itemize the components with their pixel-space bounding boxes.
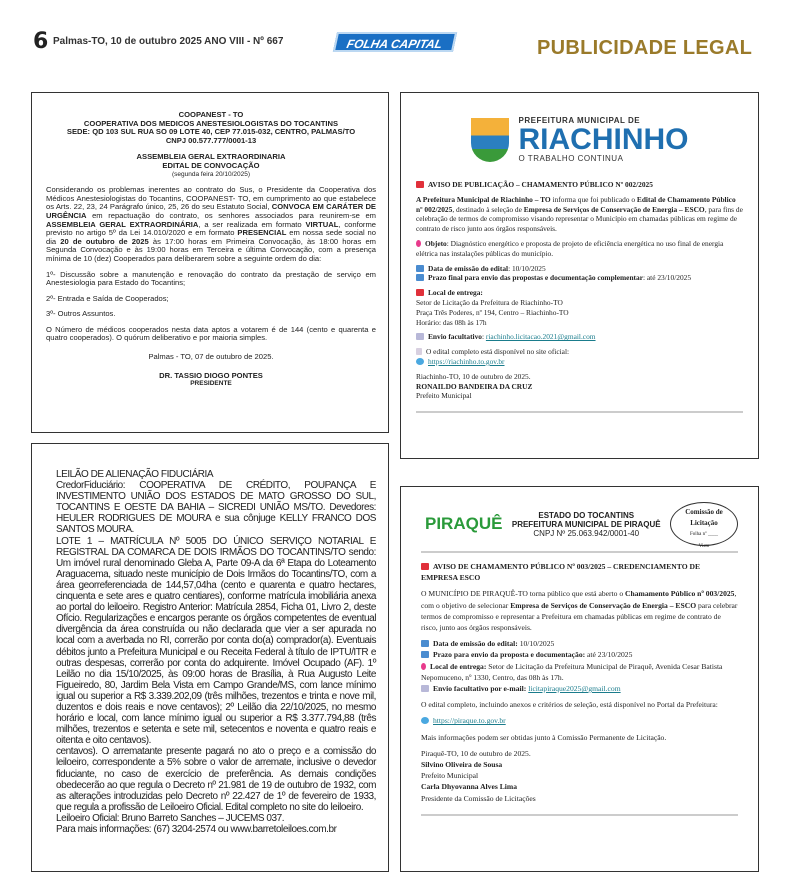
org-address: SEDE: QD 103 SUL RUA SO 09 LOTE 40, CEP 77.015-032, CENTRO, PALMAS/TO [66,127,356,137]
signer-name: RONAILDO BANDEIRA DA CRUZ [416,381,533,391]
bold-text: 20 de outubro de 2025 [60,236,149,246]
divider [421,814,738,816]
agenda-item: 3º- Outros Assuntos. [46,309,116,319]
more-info: Mais informações podem ser obtidas junto à Comissão Permanente de Licitação. [421,732,667,742]
calendar-icon [421,651,429,658]
bold-text: Empresa de Serviços de Conservação de Energia – ESCO [523,204,705,214]
place-date: Palmas - TO, 07 de outubro de 2025. [148,352,274,362]
stamp-visto: Visto [698,543,710,549]
text: em nossa sede social no dia [46,228,376,246]
text: em repactuação do contrato, os senhores associados para reunirem-se em [86,210,376,220]
crest-icon [471,118,509,162]
portal-text: O edital completo, incluindo anexos e critérios de seleção, está disponível no Portal da Prefeitura: [421,700,718,710]
text: informa que foi publicado o [550,194,637,204]
bold-text: Prazo final para envio das propostas e documentação complementar [428,273,643,283]
document-icon [416,348,422,355]
data-emissao [428,264,546,273]
globe-icon [416,358,424,365]
text: 10/10/2025 [517,639,555,649]
text: Setor de Licitação da Prefeitura Municipal de Piraquê, Avenida Cesar Batista Nepomuceno, nº 1330, Centro, das 08h às 17h. [421,661,723,682]
signer-role: Prefeito Municipal [416,391,472,401]
text: : 10/10/2025 [508,263,546,273]
logo-name: RIACHINHO [518,123,689,156]
calendar-icon [421,640,429,647]
divider [416,411,743,413]
text: , com o objetivo de selecionar [421,589,737,610]
bold-text: Local de entrega: [430,661,487,671]
local-line: Setor de Licitação da Prefeitura de Riachinho-TO [416,297,563,307]
bold-text: Data de emissão do edital [428,263,509,273]
text: : até 23/10/2025 [643,273,692,283]
text: , conforme previsto no artigo 5º da Lei 14.010/2020 e em formato [46,219,377,238]
piraque-header [421,499,738,549]
notice-title: AVISO DE CHAMAMENTO PÚBLICO Nº 003/2025 – CREDENCIAMENTO DE EMPRESA ESCO [421,562,701,583]
quorum-text: O Número de médicos cooperados nesta data aptos a votarem é de 144 (cento e quarenta e quatro cooperados). O quórum deliberativo e por maioria simples. [46,324,376,343]
text: Considerando os problemas inerentes ao contrato do Sus, o Presidente da Cooperativa dos Médicos Anestesiologistas do Tocantins, COOPANEST- TO, em cumprimento ao que estabelece os Arts. 22, 23, 24 Parágrafo único, 25, 26 do seu Estatuto Social, [46,185,376,212]
bold-text: ASSEMBLEIA GERAL EXTRAORDINÁRIA [46,219,199,229]
section-title: PUBLICIDADE LEGAL [537,37,753,59]
pushpin-icon [416,289,424,296]
text: , a ser realizada em formato [198,219,306,229]
text: : Diagnóstico energético e proposta de projeto de eficiência energética no uso final de energia elétrica nas instalações públicas do município. [416,238,724,258]
coopanest-notice [31,92,389,433]
text: , para fins de celebração de termos de compromisso visando representar o Município em chamadas públicas em regime de contrato de risco junto aos órgãos responsáveis. [416,204,743,234]
notice-intro [416,195,743,234]
calendar-icon [416,274,424,281]
place-date: Riachinho-TO, 10 de outubro de 2025. [416,371,531,381]
org-fullname: COOPERATIVA DOS MEDICOS ANESTESIOLOGISTAS DO TOCANTINS [83,118,339,128]
text: até 23/10/2025 [585,650,633,660]
notice-title: AVISO DE PUBLICAÇÃO – CHAMAMENTO PÚBLICO Nº 002/2025 [428,180,653,189]
cnpj: CNPJ Nº 25.063.942/0001-40 [533,528,640,538]
signer-name: Carla Dhyovanna Alves Lima [421,782,517,792]
megaphone-icon [421,563,429,570]
logo-top: PREFEITURA MUNICIPAL DE [518,116,641,126]
text: para celebrar termos de compromisso e representar a Prefeitura em chamadas públicas em regime de contrato de risco, junto aos órgãos responsáveis. [421,600,738,633]
calendar-icon [416,265,424,272]
riachinho-logo [416,105,743,175]
commission-stamp [670,502,738,549]
auctioneer: Leiloeiro Oficial: Bruno Barreto Sanches – JUCEMS 037. [56,812,285,824]
local-entrega [421,662,722,682]
signer-role: PRESIDENTE [190,380,232,388]
place-date: Piraquê-TO, 10 de outubro de 2025. [421,748,531,758]
prazo [428,273,691,282]
notice-date: (segunda feira 20/10/2025) [171,170,251,178]
pin-icon [416,240,421,247]
edition-info: Palmas-TO, 10 de outubro 2025 ANO VIII - Nº 667 [53,36,284,47]
data-emissao [433,639,554,648]
org-name: COOPANEST - TO [178,110,244,119]
bold-text: Edital de Chamamento Público nº 002/2025 [416,194,736,214]
agenda-item: 1º- Discussão sobre a manutenção e renovação do contrato da prestação de serviço em Anestesiologia para Estado do Tocantins; [46,269,376,288]
notice-body [46,186,376,263]
envelope-icon [416,333,424,340]
leilao-notice [31,443,389,872]
riachinho-notice: PREFEITURA MUNICIPAL DE RIACHINHO O TRABALHO CONTINUA AVISO DE PUBLICAÇÃO – CHAMAMENTO PÚBLICO Nº 002/2025 A Prefeitura Municipal de Riachinho – TO informa que foi publicado o Edital de Chamamento Público nº 002/2025, destinado à seleção de Empresa de Serviços de Conservação de Energia – ESCO, para fins de celebração de termos de compromisso visando representar o Município em chamadas públicas em regime de contrato de risco junto aos órgãos responsáveis. Objeto: Diagnóstico energético e proposta de projeto de eficiência energética no uso final de energia elétrica nas instalações públicas do município. Data de emissão do edital: 10/10/2025 Prazo final para envio das propostas e documentação complementar: até 23/10/2025 Local de entrega: Setor de Licitação da Prefeitura de Riachinho-TO Praça Três Poderes, nº 194, Centro – Riachinho-TO Horário: das 08h às 17h Envio facultativo: riachinho.licitacao.2021@gmail.com O edital completo está disponível no site oficial: https://riachinho.to.gov.br Riachinho-TO, 10 de outubro de 2025. RONAILDO BANDEIRA DA CRUZ Prefeito Municipal [400,92,759,459]
signer-name: DR. TASSIO DIOGO PONTES [159,370,263,380]
bold-text: A Prefeitura Municipal de Riachinho – TO [416,194,551,204]
bold-text: Prazo para envio da proposta e documentação: [433,650,586,660]
stamp-folha: Folha nº ____ [690,532,718,538]
text: O MUNICÍPIO DE PIRAQUÊ-TO torna público que está aberto o [421,589,626,599]
notice-intro [421,588,738,633]
site-text: O edital completo está disponível no site oficial: [426,347,570,357]
page-number: 6 [33,29,49,54]
prazo [433,650,632,659]
piraque-notice [400,486,759,872]
globe-icon [421,717,429,724]
signer-role: Presidente da Comissão de Licitações [421,793,536,803]
megaphone-icon [416,181,424,188]
envio-label: Envio facultativo [428,332,482,342]
notice-paragraph: centavos). O arrematante presente pagará no ato o preço e a comissão do leiloeiro, correspondente a 5% sobre o valor de arremate, inclusive o devedor fiduciante, no caso de exercício de preferência. As demais condições obedecerão ao que regula o Decreto nº 21.981 de 19 de outubro de 1932, com as alterações introduzidas pelo Decreto nº 22.427 de 1º de fevereiro de 1933, que regula a profissão de Leiloeiro Oficial. Edital completo no site do leiloeiro. [56,746,376,813]
envelope-icon [421,685,429,692]
envio-label: Envio facultativo por e-mail: [433,684,527,694]
prefeitura-name: PREFEITURA MUNICIPAL DE PIRAQUÊ [511,519,661,529]
piraque-logo: PIRAQUÊ [425,514,503,534]
local-label: Local de entrega: [428,288,483,298]
objeto [416,239,723,258]
agenda-item: 2º- Entrada e Saída de Cooperados; [46,293,169,303]
notice-paragraph: LOTE 1 – MATRÍCULA Nº 5005 DO ÚNICO SERVIÇO NOTARIAL E REGISTRAL DA COMARCA DE DOIS IRMÃOS DO TOCANTINS/TO sendo: Um imóvel rural denominado Gleba A, Parte 09-A da 6ª Etapa do Loteamento Araguacema, situado neste município de Dois Irmãos do Tocantins/TO, com a área georreferenciada de 144,57,04ha (cento e quarenta e quatro hectares, cinquenta e sete ares e quatro centiares), conforme matrícula imobiliária anexa ao portal do leiloeiro. Registro Anterior: Matrícula 2854, Ficha 01, Livro 2, deste Ofício. Regularizações e encargos perante os órgãos competentes de eventual divergência da área construída ou não declarada que vier a ser apurada no local com a averbada no RI, correrão por conta do(a) comprador(a). Eventuais débitos junto a Prefeitura Municipal e ou Receita Federal à título de IPTU/ITR e outras despesas, correrão por conta do adquirente. Imóvel Ocupado (AF). 1º Leilão no dia 15/10/2025, às 09:00 horas de Brasília, à Rua Augusto Leite Figueiredo, 80, Jardim Bela Vista em Campo Grande/MS, com lance mínimo igual ou superior a R$ 3.339.202,09 (três milhões, trezentos e trinta e nove mil, duzentos e dois reais e nove centavos); 2º Leilão dia 22/10/2025, no mesmo horário e local, com lance mínimo igual ou superior a R$ 3.377.794,88 (três milhões, trezentos e setenta e sete mil, setecentos e noventa e quatro reais e oitenta e oito centavos). [56,535,376,747]
state-name: ESTADO DO TOCANTINS [538,510,635,520]
pin-icon [421,663,426,670]
signer-name: Silvino Oliveira de Sousa [421,760,503,770]
local-line: Praça Três Poderes, nº 194, Centro – Riachinho-TO [416,307,569,317]
notice-paragraph: CredorFiduciário: COOPERATIVA DE CRÉDITO, POUPANÇA E INVESTIMENTO UNIÃO DOS ESTADOS DE MATO GROSSO DO SUL, TOCANTINS E OESTE DA BAHIA – SICREDI UNIÃO MS/TO. Devedores: HEULER RODRIGUES DE MOURA e sua cônjuge KELLY FRANCO DOS SANTOS MOURA. [56,480,376,536]
site-link[interactable]: https://riachinho.to.gov.br [428,356,505,366]
email-link[interactable]: riachinho.licitacao.2021@gmail.com [485,332,596,342]
email-link[interactable]: licitapiraque2025@gmail.com [528,684,621,694]
text: , destinado à seleção de [452,204,524,214]
contact-info: Para mais informações: (67) 3204-2574 ou www.barretoleiloes.com.br [56,824,337,835]
bold-text: CONVOCA EM CARÁTER DE URGÊNCIA [46,202,377,220]
notice-title: LEILÃO DE ALIENAÇÃO FIDUCIÁRIA [56,469,214,480]
bold-text: PRESENCIAL [237,228,287,238]
signer-role: Prefeito Municipal [421,771,479,781]
bold-text: Data de emissão do edital: [433,639,518,649]
newspaper-logo: FOLHA CAPITAL [333,32,457,52]
bold-text: Objeto [425,238,447,248]
text: às 17:00 horas em Primeira Convocação, às 18:00 horas em Segunda Convocação e às 19:00 horas em Terceira e última Convocação, com a presença mínima de 10 (dez) Cooperados para deliberarem sobre a seguinte ordem do dia: [46,236,377,263]
bold-text: Chamamento Público nº 003/2025 [625,589,735,599]
stamp-title: Comissão de Licitação [685,508,723,528]
local-line: Horário: das 08h às 17h [416,317,487,327]
bold-text: Empresa de Serviços de Conservação de Energia – ESCO [510,600,697,610]
notice-title: ASSEMBLEIA GERAL EXTRAORDINARIA [136,152,286,162]
org-cnpj: CNPJ 00.577.777/0001-13 [165,135,257,145]
bold-text: VIRTUAL [305,219,339,229]
notice-subtitle: EDITAL DE CONVOCAÇÃO [162,160,260,170]
logo-motto: O TRABALHO CONTINUA [518,154,624,163]
site-link[interactable]: https://piraque.to.gov.br [433,716,506,726]
